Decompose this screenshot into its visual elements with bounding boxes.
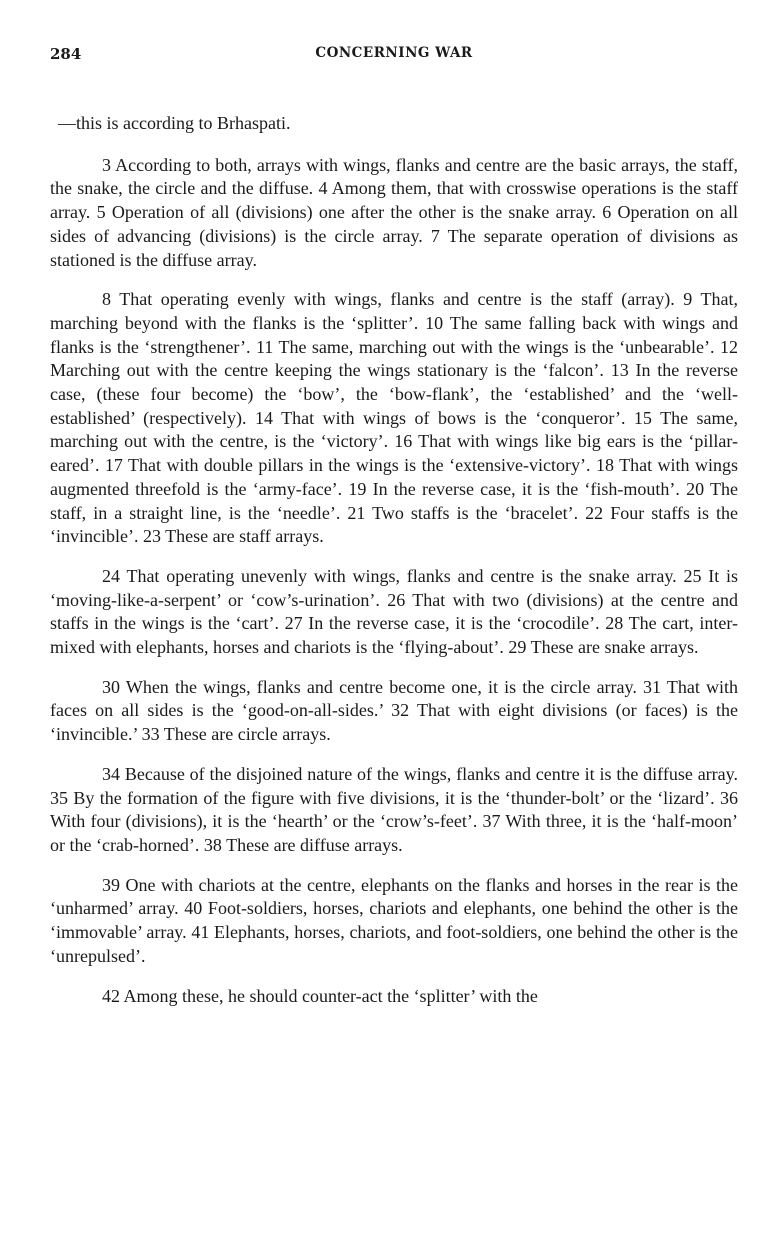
paragraph: 42 Among these, he should counter-act the ‘splitter’ with the: [102, 985, 538, 1006]
page-number: 284: [50, 45, 82, 63]
page-header: [50, 40, 738, 70]
book-page: [50, 40, 738, 1008]
paragraph: 34 Because of the disjoined nature of the wings, flanks and centre it is the diffuse array. 35 By the formation of the figure with five divisions, it is the ‘thunder-bolt’ or the ‘lizard’. 36 With four (divisions), it is the ‘hearth’ or the ‘crow’s-feet’. 37 With three, it is the ‘half-moon’ or the ‘crab-horned’. 38 These are diffuse arrays.: [50, 763, 738, 855]
body-text: [50, 112, 738, 1008]
paragraph: 3 According to both, arrays with wings, flanks and centre are the basic arrays, the staff, the snake, the circle and the diffuse. 4 Among them, that with crosswise operations is the staff array. 5 Operation of all (divisions) one after the other is the snake array. 6 Operation on all sides of advancing (divisions) is the circle array. 7 The separate operation of divisions as stationed is the diffuse array.: [50, 154, 738, 270]
running-head: CONCERNING WAR: [315, 45, 473, 61]
paragraph: 30 When the wings, flanks and centre become one, it is the circle array. 31 That with faces on all sides is the ‘good-on-all-sides.’ 32 That with eight divisions (or faces) is the ‘invincible.’ 33 These are circle arrays.: [50, 676, 738, 745]
paragraph: —this is according to Brhaspati.: [58, 113, 291, 133]
paragraph: 8 That operating evenly with wings, flanks and centre is the staff (array). 9 That, marching beyond with the flanks is the ‘splitter’. 10 The same falling back with wings and flanks is the ‘strengthener’. 11 The same, marching out with the wings is the ‘unbearable’. 12 Marching out with the centre keeping the wings stationary is the ‘falcon’. 13 In the reverse case, (these four become) the ‘bow’, the ‘bow-flank’, the ‘established’ and the ‘well-established’ (respectively). 14 That with wings of bows is the ‘conqueror’. 15 The same, marching out with the centre, is the ‘victory’. 16 That with wings like big ears is the ‘pillar-eared’. 17 That with double pillars in the wings is the ‘extensive-victory’. 18 That with wings augmented threefold is the ‘army-face’. 19 In the reverse case, it is the ‘fish-mouth’. 20 The staff, in a straight line, is the ‘needle’. 21 Two staffs is the ‘bracelet’. 22 Four staffs is the ‘invincible’. 23 These are staff arrays.: [50, 289, 738, 547]
paragraph: 24 That operating unevenly with wings, flanks and centre is the snake array. 25 It is ‘moving-like-a-serpent’ or ‘cow’s-urination’. 26 That with two (divisions) at the centre and staffs in the wings is the ‘cart’. 27 In the reverse case, it is the ‘crocodile’. 28 The cart, inter-mixed with elephants, horses and chariots is the ‘flying-about’. 29 These are snake arrays.: [50, 565, 738, 658]
paragraph: 39 One with chariots at the centre, elephants on the flanks and horses in the rear is the ‘unharmed’ array. 40 Foot-soldiers, horses, chariots and elephants, one behind the other is the ‘immovable’ array. 41 Elephants, horses, chariots, and foot-soldiers, one behind the other is the ‘unrepulsed’.: [50, 874, 738, 966]
